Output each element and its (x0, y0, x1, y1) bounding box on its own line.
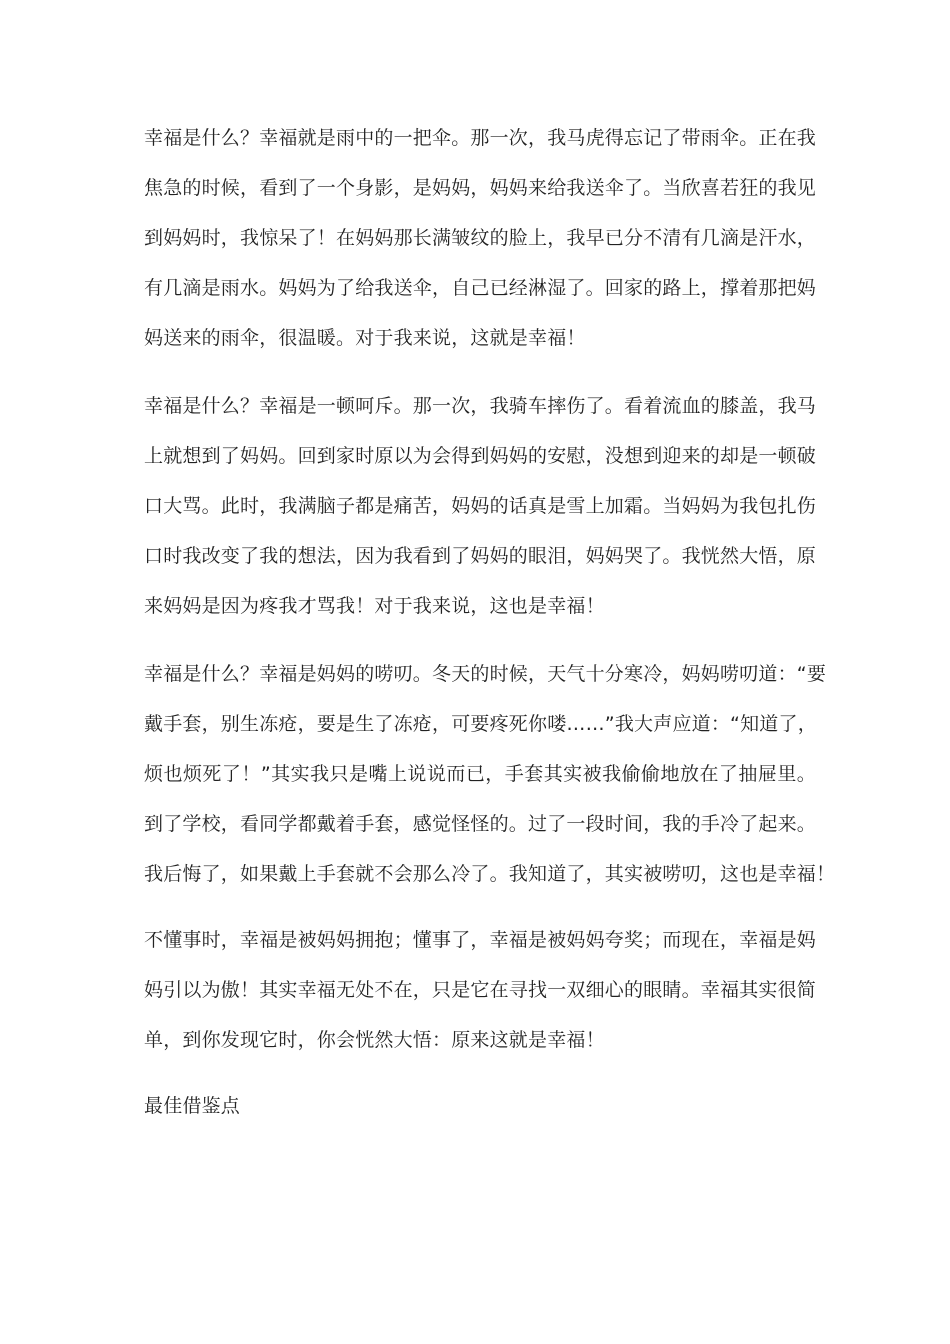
document-body (144, 113, 836, 1149)
paragraph-1 (144, 113, 816, 363)
text-line: 单，到你发现它时，你会恍然大悟：原来这就是幸福！ (144, 1029, 605, 1051)
text-line: 戴手套，别生冻疮，要是生了冻疮，可要疼死你喽……”我大声应道：“知道了， (144, 713, 817, 735)
text-line: 口时我改变了我的想法，因为我看到了妈妈的眼泪，妈妈哭了。我恍然大悟，原 (144, 545, 817, 567)
text-line: 上就想到了妈妈。回到家时原以为会得到妈妈的安慰，没想到迎来的却是一顿破 (144, 445, 817, 467)
paragraph-2 (144, 381, 816, 631)
text-line: 妈引以为傲！其实幸福无处不在，只是它在寻找一双细心的眼睛。幸福其实很简 (144, 979, 817, 1001)
text-line: 幸福是什么？幸福是妈妈的唠叨。冬天的时候，天气十分寒冷，妈妈唠叨道：“要 (144, 663, 827, 685)
text-line: 我后悔了，如果戴上手套就不会那么冷了。我知道了，其实被唠叨，这也是幸福！ (144, 863, 836, 885)
heading-text: 最佳借鉴点 (144, 1095, 241, 1117)
section-heading (144, 1081, 816, 1131)
text-line: 来妈妈是因为疼我才骂我！对于我来说，这也是幸福！ (144, 595, 605, 617)
text-line: 妈送来的雨伞，很温暖。对于我来说，这就是幸福！ (144, 327, 586, 349)
text-line: 有几滴是雨水。妈妈为了给我送伞，自己已经淋湿了。回家的路上，撑着那把妈 (144, 277, 817, 299)
text-line: 不懂事时，幸福是被妈妈拥抱；懂事了，幸福是被妈妈夸奖；而现在，幸福是妈 (144, 929, 817, 951)
paragraph-3 (144, 649, 836, 899)
paragraph-4 (144, 915, 816, 1065)
text-line: 到了学校，看同学都戴着手套，感觉怪怪的。过了一段时间，我的手冷了起来。 (144, 813, 817, 835)
text-line: 烦也烦死了！”其实我只是嘴上说说而已，手套其实被我偷偷地放在了抽屉里。 (144, 763, 816, 785)
text-line: 幸福是什么？幸福就是雨中的一把伞。那一次，我马虎得忘记了带雨伞。正在我 (144, 127, 817, 149)
text-line: 焦急的时候，看到了一个身影，是妈妈，妈妈来给我送伞了。当欣喜若狂的我见 (144, 177, 817, 199)
text-line: 口大骂。此时，我满脑子都是痛苦，妈妈的话真是雪上加霜。当妈妈为我包扎伤 (144, 495, 817, 517)
text-line: 到妈妈时，我惊呆了！在妈妈那长满皱纹的脸上，我早已分不清有几滴是汗水， (144, 227, 817, 249)
text-line: 幸福是什么？幸福是一顿呵斥。那一次，我骑车摔伤了。看着流血的膝盖，我马 (144, 395, 817, 417)
